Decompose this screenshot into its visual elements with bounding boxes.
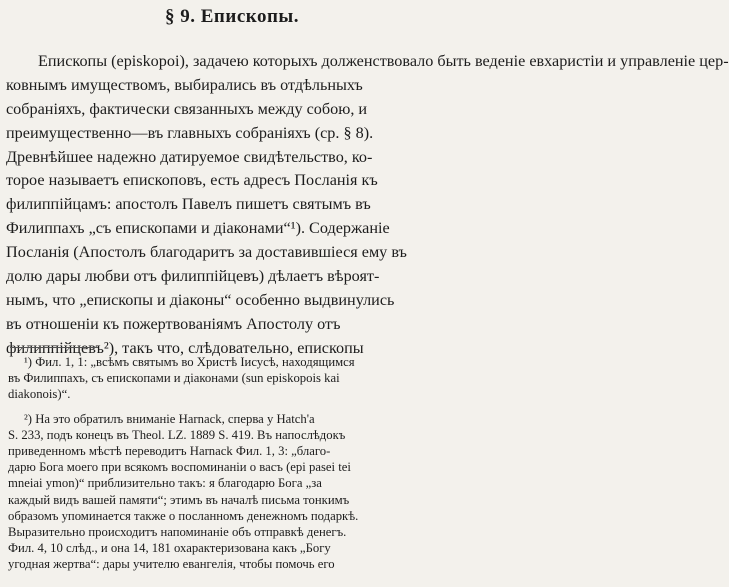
text-line: долю дары любви отъ филиппійцевъ) дѣлаетъ вѣроят-: [6, 267, 380, 286]
footnote-line: угодная жертва“: дары учителю евангелія, чтобы помочь его: [8, 557, 335, 572]
text-line: въ отношеніи къ пожертвованіямъ Апостолу отъ: [6, 314, 341, 333]
text-line: Филиппахъ „съ епископами и діаконами“¹). Содержаніе: [6, 219, 390, 238]
footnote-divider: [10, 347, 98, 348]
footnote-line: каждый видъ вашей памяти“; этимъ въ началѣ письма тонкимъ: [8, 492, 350, 507]
footnote-line: diakonois)“.: [8, 387, 71, 402]
text-line: Древнѣйшее надежно датируемое свидѣтельство, ко-: [6, 147, 373, 166]
footnote-line: mneiai ymon)“ приблизительно такъ: я благодарю Бога „за: [8, 476, 322, 491]
section-heading: § 9. Епископы.: [165, 6, 299, 27]
footnote-line: ¹) Фил. 1, 1: „всѣмъ святымъ во Христѣ Іисусѣ, находящимся: [24, 355, 355, 369]
main-text: [6, 50, 729, 361]
footnote-line: S. 233, подъ конецъ въ Theol. LZ. 1889 S. 419. Въ напослѣдокъ: [8, 427, 346, 442]
text-line: Посланія (Апостолъ благодаритъ за доставившіеся ему въ: [6, 243, 407, 262]
text-line: преимущественно—въ главныхъ собраніяхъ (ср. § 8).: [6, 123, 374, 142]
text-line: ковнымъ имуществомъ, выбирались въ отдѣльныхъ: [6, 75, 363, 94]
footnotes: [8, 354, 462, 572]
footnote-line: образомъ упоминается также о посланномъ денежномъ подаркѣ.: [8, 508, 359, 523]
footnote-line: Фил. 4, 10 слѣд., и она 14, 181 охарактеризована какъ „Богу: [8, 541, 331, 556]
footnote-line: приведенномъ мѣстѣ переводитъ Harnack Фил. 1, 3: „благо-: [8, 443, 331, 458]
text-line: нымъ, что „епископы и діаконы“ особенно выдвинулись: [6, 290, 395, 309]
footnote-gap: [8, 403, 462, 411]
footnote-line: Выразительно происходитъ напоминаніе объ отправкѣ денегъ.: [8, 524, 347, 539]
footnote-line: въ Филиппахъ, съ епископами и діаконами (sun episkopois kai: [8, 371, 340, 386]
text-line: Епископы (episkopoi), задачею которыхъ долженствовало быть веденіе евхаристіи и управленіе цер-: [38, 52, 729, 70]
text-line: филиппійцамъ: апостолъ Павелъ пишетъ святымъ въ: [6, 195, 371, 214]
text-line: собраніяхъ, фактически связанныхъ между собою, и: [6, 99, 368, 118]
text-line: торое называетъ епископовъ, есть адресъ Посланія къ: [6, 171, 378, 190]
text-line: филиппійцевъ²), такъ что, слѣдовательно, епископы: [6, 338, 364, 357]
footnote-line: ²) На это обратилъ вниманіе Harnack, сперва у Hatch'а: [24, 411, 315, 426]
footnote-line: дарю Бога моего при всякомъ воспоминаніи о васъ (epi pasei tei: [8, 460, 351, 475]
